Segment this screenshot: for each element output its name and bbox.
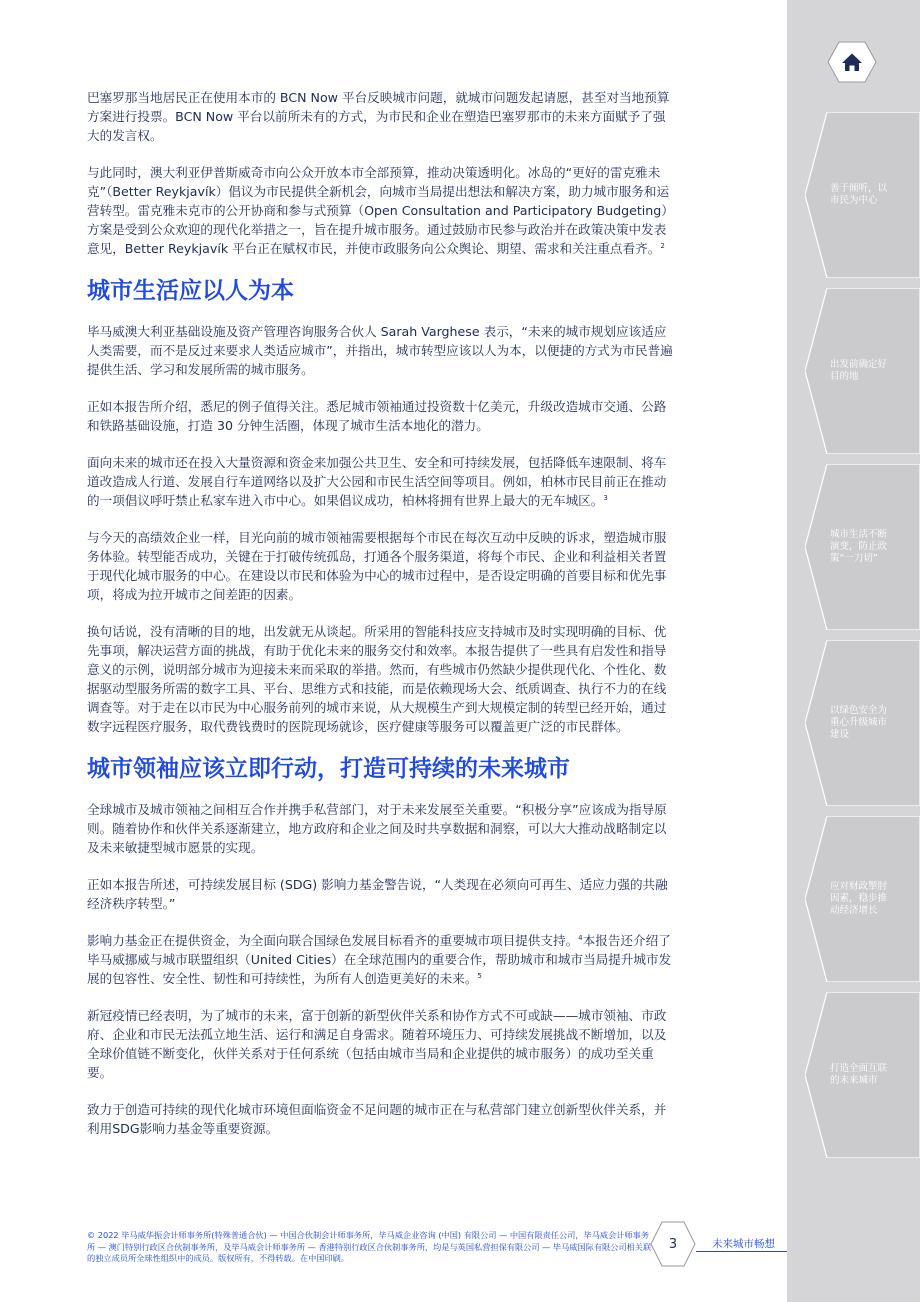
sidebar-tab-label: 应对财政掣肘因素，稳步推动经济增长	[830, 881, 888, 916]
sidebar-tab-label: 城市生活不断演变，防止政策“一刀切”	[830, 529, 888, 564]
sidebar-tab-green-safety[interactable]	[805, 640, 920, 806]
sidebar-tab-destination[interactable]	[805, 288, 920, 454]
section-heading: 城市生活应以人为本	[87, 278, 294, 304]
paragraph: 全球城市及城市领袖之间相互合作并携手私营部门，对于未来发展至关重要。“积极分享”应该成为指导原则。随着协作和伙伴关系逐渐建立，地方政府和企业之间及时共享数据和洞察，可以大大推动战略制定以及未来敏捷型城市愿景的实现。	[87, 802, 667, 855]
main-content	[87, 88, 677, 1156]
paragraph: 面向未来的城市还在投入大量资源和资金来加强公共卫生、安全和可持续发展，包括降低车速限制、将车道改造成人行道、发展自行车道网络以及扩大公园和市民生活空间等项目。例如，柏林市民目前正在推动的一项倡议呼吁禁止私家车进入市中心。如果倡议成功，柏林将拥有世界上最大的无车城区。$^3$	[87, 455, 667, 508]
paragraph: 与此同时，澳大利亚伊普斯威奇市向公众开放本市全部预算，推动决策透明化。冰岛的“更好的雷克雅未克”（Better Reykjavík）倡议为市民提供全新机会，向城市当局提出想法和解决方案，助力城市服务和运营转型。雷克雅未克市的公开协商和参与式预算（Open Consultation and Participatory Budgeting）方案是受到公众欢迎的现代化举措之一，旨在提升城市服务。通过鼓励市民参与政治并在政策决策中发表意见，Better Reykjavík 平台正在赋权市民，并使市政服务向公众舆论、期望、需求和关注重点看齐。$^2$	[87, 165, 674, 256]
paragraph: 正如本报告所述，可持续发展目标 (SDG) 影响力基金警告说，“人类现在必须向可再生、适应力强的共融经济秩序转型。”	[87, 877, 668, 911]
paragraph: 换句话说，没有清晰的目的地，出发就无从谈起。所采用的智能科技应支持城市及时实现明确的目标、优先事项，解决运营方面的挑战，有助于优化未来的服务交付和效率。本报告提供了一些具有启发性和指导意义的示例，说明部分城市为迎接未来而采取的举措。然而，有些城市仍然缺少提供现代化、个性化、数据驱动型服务所需的数字工具、平台、思维方式和技能，而是依赖现场大会、纸质调查、执行不力的在线调查等。对于走在以市民为中心服务前列的城市来说，从大规模生产到大规模定制的转型已经开始，通过数字远程医疗服务，取代费钱费时的医院现场就诊，医疗健康等服务可以覆盖更广泛的市民群体。	[87, 624, 667, 734]
paragraph: 影响力基金正在提供资金，为全面向联合国绿色发展目标看齐的重要城市项目提供支持。$^4$本报告还介绍了毕马威挪威与城市联盟组织（United Cities）在全球范围内的重要合作，帮助城市和城市当局提升城市发展的包容性、安全性、韧性和可持续性，为所有人创造更美好的未来。$^5$	[87, 933, 672, 986]
paragraph: 毕马威澳大利亚基础设施及资产管理咨询服务合伙人 Sarah Varghese 表示，“未来的城市规划应该适应人类需要，而不是反过来要求人类适应城市”，并指出，城市转型应该以人为本，以便捷的方式为市民普遍提供生活、学习和发展所需的城市服务。	[87, 324, 673, 377]
sidebar-tab-evolving[interactable]	[805, 464, 920, 630]
footnote-ref[interactable]: 2	[660, 241, 665, 250]
sidebar-tab-label: 出发前确定好目的地	[830, 359, 888, 382]
sidebar-tab-connected[interactable]	[805, 992, 920, 1158]
paragraph: 巴塞罗那当地居民正在使用本市的 BCN Now 平台反映城市问题，就城市问题发起请愿，甚至对当地预算方案进行投票。BCN Now 平台以前所未有的方式，为市民和企业在塑造巴塞罗那市的未来方面赋予了强大的发言权。	[87, 90, 670, 143]
section-heading: 城市领袖应该立即行动，打造可持续的未来城市	[87, 756, 570, 782]
home-button[interactable]	[827, 40, 877, 84]
paragraph: 与今天的高绩效企业一样，目光向前的城市领袖需要根据每个市民在每次互动中反映的诉求，塑造城市服务体验。转型能否成功，关键在于打破传统孤岛，打通各个服务渠道，将每个市民、企业和利益相关者置于现代化城市服务的中心。在建设以市民和体验为中心的城市过程中，是否设定明确的首要目标和优先事项，将成为拉开城市之间差距的因素。	[87, 530, 667, 602]
sidebar-tab-fiscal[interactable]	[805, 816, 920, 982]
sidebar-tab-label: 善于倾听，以市民为中心	[830, 183, 888, 206]
footnote-ref[interactable]: 5	[477, 971, 482, 980]
footer-copyright: © 2022 毕马威华振会计师事务所(特殊普通合伙) — 中国合伙制会计师事务所，毕马威企业咨询 (中国) 有限公司 — 中国有限责任公司，毕马威会计师事务所 — 澳门特别行政区合伙制事务所，及毕马威会计师事务所 — 香港特别行政区合伙制事务所，均是与英国私营担保有限公司 — 毕马威国际有限公司相关联的独立成员所全球性组织中的成员。版权所有，不得转载。在中国印刷。	[87, 1230, 652, 1263]
footer-title: 未来城市畅想	[712, 1238, 775, 1250]
paragraph: 致力于创造可持续的现代化城市环境但面临资金不足问题的城市正在与私营部门建立创新型伙伴关系，并利用SDG影响力基金等重要资源。	[87, 1102, 667, 1136]
paragraph: 新冠疫情已经表明，为了城市的未来，富于创新的新型伙伴关系和协作方式不可或缺——城市领袖、市政府、企业和市民无法孤立地生活、运行和满足自身需求。随着环境压力、可持续发展挑战不断增加，以及全球价值链不断变化，伙伴关系对于任何系统（包括由城市当局和企业提供的城市服务）的成功至关重要。	[87, 1008, 667, 1080]
sidebar-tab-label: 以绿色安全为重心升级城市建设	[830, 705, 888, 740]
paragraph: 正如本报告所介绍，悉尼的例子值得关注。悉尼城市领袖通过投资数十亿美元，升级改造城市交通、公路和铁路基础设施，打造 30 分钟生活圈，体现了城市生活本地化的潜力。	[87, 399, 667, 433]
sidebar-tab-listen[interactable]	[805, 112, 920, 278]
footnote-ref[interactable]: 4	[578, 933, 583, 942]
footer-rule	[696, 1251, 787, 1252]
footnote-ref[interactable]: 3	[603, 493, 608, 502]
page-number: 3	[668, 1236, 678, 1252]
sidebar-tab-label: 打造全面互联的未来城市	[830, 1063, 888, 1086]
home-icon	[827, 40, 877, 84]
